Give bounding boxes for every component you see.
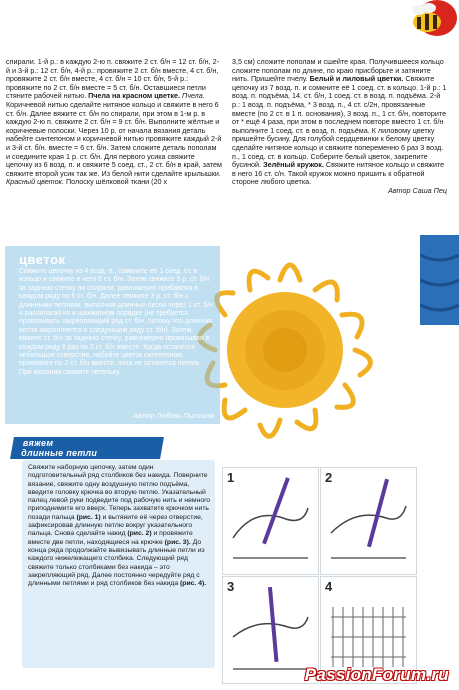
right-author: Автор Саша Пец xyxy=(388,185,447,195)
left-paragraph-3: Полоску шёлковой ткани (20 х xyxy=(65,177,168,187)
header-line-2: длинные петли xyxy=(21,448,98,458)
hand-hook-illustration xyxy=(223,468,318,574)
diagram-4-number: 4 xyxy=(325,579,333,594)
white-lilac-title: Белый и лиловый цветки. xyxy=(309,74,406,84)
diagram-3-number: 3 xyxy=(227,579,235,594)
flower-box-title: цветок xyxy=(19,252,66,267)
fig-ref-2: (рис. 2) xyxy=(127,530,154,538)
long-loops-text xyxy=(28,464,211,588)
diagram-2-number: 2 xyxy=(325,470,333,485)
flower-instructions-box xyxy=(5,246,220,424)
left-paragraph-1: спирали. 1-й р.: в каждую 2-ю п. свяжите 2 ст. б/н = 12 ст. б/н, 2-й и 3-й р.: 12 ст. б/н, 4-й р.: провяжите 2 ст. б/н вместе, 4 ст. б/н, провяжите 2 ст. б/н вместе, 4 ст. б/н = 10 ст. б/н, 5-й р.: провяжите по 2 ст. б/н вместе = 5 ст. б/н. Оставшиеся петли стяните рабочей нитью. xyxy=(6,57,219,101)
diagram-2 xyxy=(320,467,417,575)
right-paragraph-1: 3,5 см) сложите пополам и сшейте края. Получившееся кольцо сложите пополам по длине, по краю присборьте и затяните нить. Пришейте пчелу. xyxy=(232,57,444,84)
fig-ref-1: (рис. 1) xyxy=(76,513,103,521)
bee-illustration xyxy=(389,0,459,60)
flower-box-text: Свяжите цепочку из 4 возд. п., сомкните её 1 соед. ст. в кольцо и свяжите в него 6 ст. б/н. Затем свяжите 5 р. ст. б/н за заднюю стенку по спирали, равномерно прибавляя в каждом ряду по 6 ст. б/н. Далее свяжите 3 р. ст. б/н с длинными петлями, выполняя длинные петли через 1 ст. б/н и располагая их в шахматном порядке (не требуется провязывать закрепляющий ряд ст. б/н, потому что длинная петля закрепляется в следующем ряду ст. б/н). Затем вяжите ст. б/н за заднюю стенку, равномерно провязывая в каждом ряду 6 раз по 2 ст. б/н вместе. Когда останется небольшое отверстие, набейте цветок синтепоном, провяжите по 2 ст. б/н вместе, пока не останется петель. При желании свяжите петельку. xyxy=(19,268,214,376)
right-text-column xyxy=(232,58,447,196)
bee-subtitle: Пчела. xyxy=(182,91,205,101)
loops-text-1: Свяжите наборную цепочку, затем один подготовительный ряд столбиков без накида. Поверните вязание, свяжите одну воздушную петлю подъёма, введите головку крючка во вторую петлю. Указательный палец левой руки подведите под рабочую нить и немного приподнимите его вверх. Теперь захватите крючком нить позади пальца xyxy=(28,464,211,521)
loops-text-3: и провяжите вместе две петли, находящиеся на крючке xyxy=(28,530,193,546)
fig-ref-3: (рис. 3). xyxy=(164,538,193,546)
right-paragraph-3: Свяжите нитяное кольцо и свяжите в него 16 ст. с/н. Такой кружок можно пришить к обратной стороне любого цветка. xyxy=(232,160,445,187)
loops-text-2: и вытяните её через отверстие, зафиксировав длинную петлю вокруг указательного пальца. Снова сделайте накид xyxy=(28,513,203,538)
red-flower-subtitle: Красный цветок. xyxy=(6,177,66,187)
bee-section-title: Пчела на красном цветке. xyxy=(88,91,182,101)
left-paragraph-2: Коричневой нитью сделайте нитяное кольцо и свяжите в него 6 ст. б/н. Далее вяжите ст. б/н по спирали, при этом в 1-м р. в каждую 2-ю п. свяжите 2 ст. б/н = 9 ст. б/н. Выполните жёлтые и коричневые полоски. Через 10 р. от начала вязания деталь набейте синтепоном и коричневой нитью провяжите каждый 2-й и 3-й ст. б/н. вместе = 6 ст. б/н. Затем сложите деталь пополам и соедините края 1 р. ст. б/н. Для первого усика свяжите цепочку из 6 возд. п. и свяжите 5 соед. ст., 2 ст. б/н в край, затем свяжите второй усик так же. Из белой нити сделайте крылышки. xyxy=(6,99,222,178)
right-paragraph-2: Свяжите цепочку из 7 возд. п. и сомкните её 1 соед. ст. в кольцо. 1-й р.: 1 возд. п. подъёма, 14. ст. б/н, 1 соед. ст. в возд. п. подъёма. 2-й р.: 1 возд. п. подъёма, * 3 возд. п., 4 ст. с/2н, провязанные вместе (по 2 ст. в 1 п. основания), 3 возд. п., 1 ст. б/н, повторите от * ещё 4 раза, при этом в последнем повторе вместо 1 ст. б/н выполните 1 соед. ст. в возд. п. подъёма. К лиловому цветку пришейте бусину. Для голубой сердцевинки к белому цветку сделайте нитяное кольцо и свяжите попеременно 6 раз 3 возд. п., 1 соед. ст. в кольцо. Соберите белый цветок, закрепите бусиной. xyxy=(232,74,447,170)
long-loops-instructions-box xyxy=(22,460,215,668)
blue-yarn-photo xyxy=(420,235,459,325)
fig-ref-4: (рис. 4). xyxy=(180,580,207,588)
diagram-1-number: 1 xyxy=(227,470,235,485)
flower-box-author: Автор Любовь Пыстина xyxy=(133,413,214,420)
diagram-1 xyxy=(222,467,319,575)
hand-hook-illustration xyxy=(321,468,416,574)
loops-text-4: До конца ряда продолжайте вывязывать длинные петли из каждого нижележащего столбика. Следующий ряд свяжите только столбиками без накида – это закрепляющий ряд. Далее постоянно чередуйте ряд с длинными петлями и ряд столбиков без накида xyxy=(28,538,205,588)
watermark: PassionForum.ru xyxy=(304,665,449,684)
green-circle-title: Зелёный кружок. xyxy=(263,160,326,170)
long-loops-section-header xyxy=(10,437,164,459)
left-text-column xyxy=(6,58,222,187)
header-line-1: вяжем xyxy=(22,438,54,448)
